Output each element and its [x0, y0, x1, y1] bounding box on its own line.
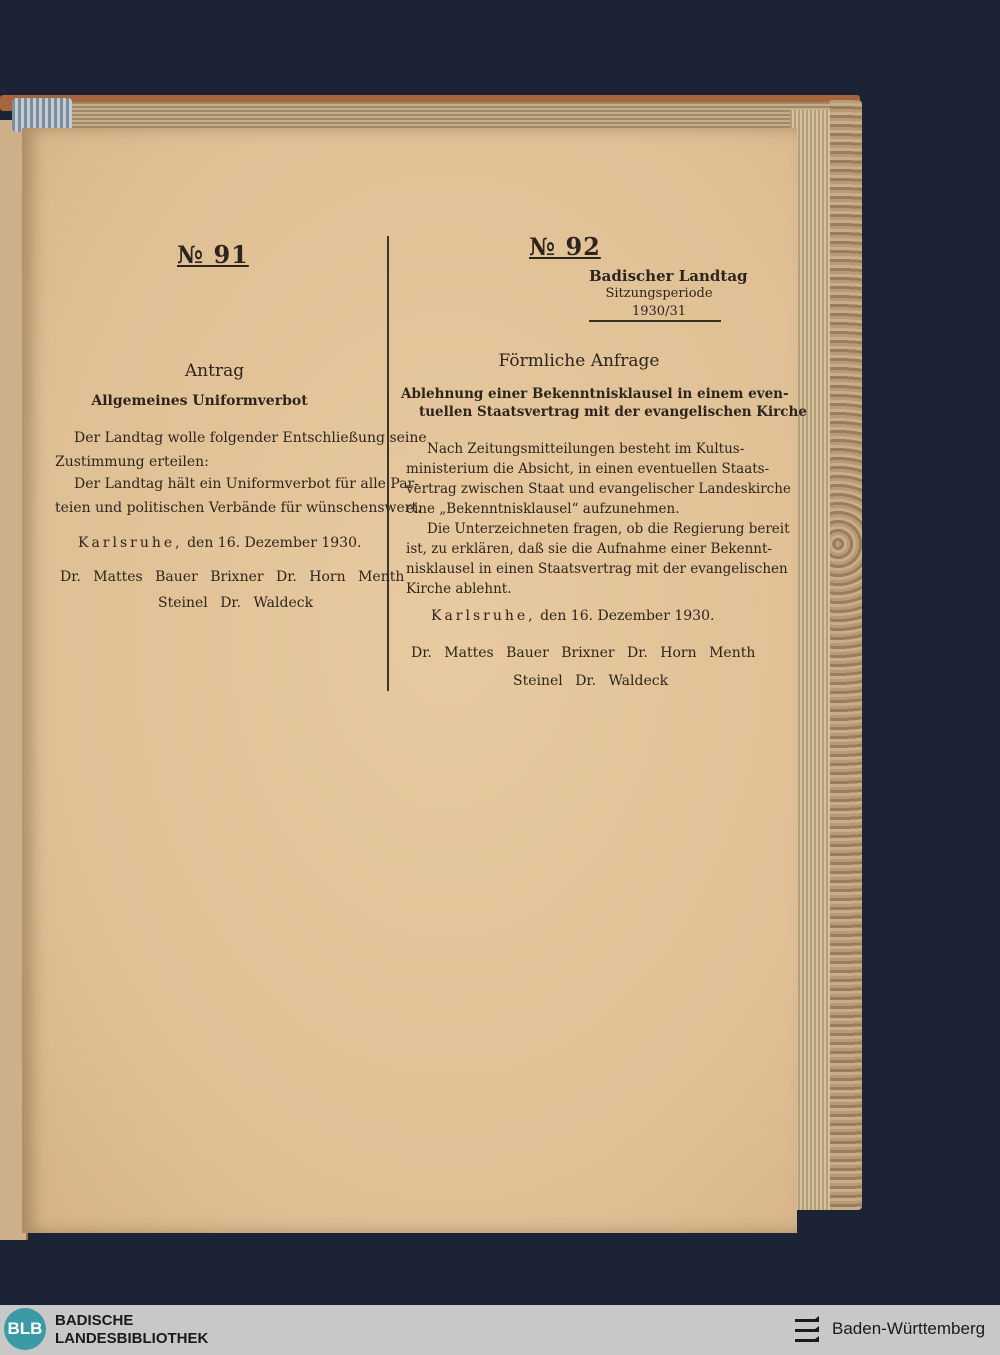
left-para2-line2: teien und politischen Verbände für wünschenswert. — [55, 500, 422, 516]
left-para1-line1: Der Landtag wolle folgender Entschließung seine — [74, 430, 427, 446]
left-para2-line1: Der Landtag hält ein Uniformverbot für alle Par- — [74, 476, 419, 492]
library-name[interactable] — [55, 1312, 208, 1348]
right-para2-line3: nisklausel in einen Staatsvertrag mit der evangelischen — [406, 561, 788, 577]
stamp-underline — [589, 320, 721, 322]
left-signers-1: Dr. Mattes Bauer Brixner Dr. Horn Menth — [60, 569, 405, 585]
stamp-years: 1930/31 — [631, 304, 686, 319]
blb-logo[interactable]: BLB — [4, 1308, 46, 1350]
left-doc-number: № 91 — [177, 240, 249, 269]
right-signers-1: Dr. Mattes Bauer Brixner Dr. Horn Menth — [411, 645, 756, 661]
left-subject: Allgemeines Uniformverbot — [91, 393, 308, 409]
right-para1-line2: ministerium die Absicht, in einen eventuellen Staats- — [406, 461, 770, 477]
right-column — [389, 128, 807, 728]
bookmark-ribbon — [12, 98, 72, 132]
right-signers-2: Steinel Dr. Waldeck — [513, 673, 669, 689]
right-para2-line4: Kirche ablehnt. — [406, 581, 512, 597]
left-place: Karlsruhe, — [78, 535, 183, 551]
left-column — [22, 128, 427, 728]
right-place: Karlsruhe, — [431, 608, 536, 624]
stamp-landtag: Badischer Landtag — [589, 267, 748, 285]
right-heading: Förmliche Anfrage — [498, 351, 660, 371]
right-para2-line1: Die Unterzeichneten fragen, ob die Regierung bereit — [427, 521, 790, 537]
left-date — [78, 535, 361, 551]
right-subject-line1: Ablehnung einer Bekenntnisklausel in einem even- — [401, 386, 789, 402]
marbled-cover — [828, 100, 862, 1210]
right-para1-line3: vertrag zwischen Staat und evangelischer Landeskirche — [406, 481, 791, 497]
lions-crest-icon — [792, 1313, 822, 1347]
right-subject-line2: tuellen Staatsvertrag mit der evangelischen Kirche — [419, 404, 807, 420]
right-para2-line2: ist, zu erklären, daß sie die Aufnahme einer Bekennt- — [406, 541, 772, 557]
viewer-footer — [0, 1305, 1000, 1355]
right-para1-line1: Nach Zeitungsmitteilungen besteht im Kultus- — [427, 441, 745, 457]
state-name[interactable]: Baden-Württemberg — [832, 1319, 986, 1338]
library-name-line2: LANDESBIBLIOTHEK — [55, 1330, 209, 1347]
right-doc-number: № 92 — [529, 232, 601, 261]
left-heading: Antrag — [184, 361, 245, 381]
right-para1-line4: eine „Bekenntnisklausel“ aufzunehmen. — [406, 501, 680, 517]
right-date-text: den 16. Dezember 1930. — [540, 608, 715, 624]
left-para1-line2: Zustimmung erteilen: — [55, 454, 209, 470]
right-date — [431, 608, 714, 624]
library-name-line1: BADISCHE — [55, 1312, 134, 1329]
left-date-text: den 16. Dezember 1930. — [187, 535, 362, 551]
left-signers-2: Steinel Dr. Waldeck — [158, 595, 314, 611]
stamp-session: Sitzungsperiode — [605, 286, 713, 301]
document-page — [22, 128, 807, 1233]
